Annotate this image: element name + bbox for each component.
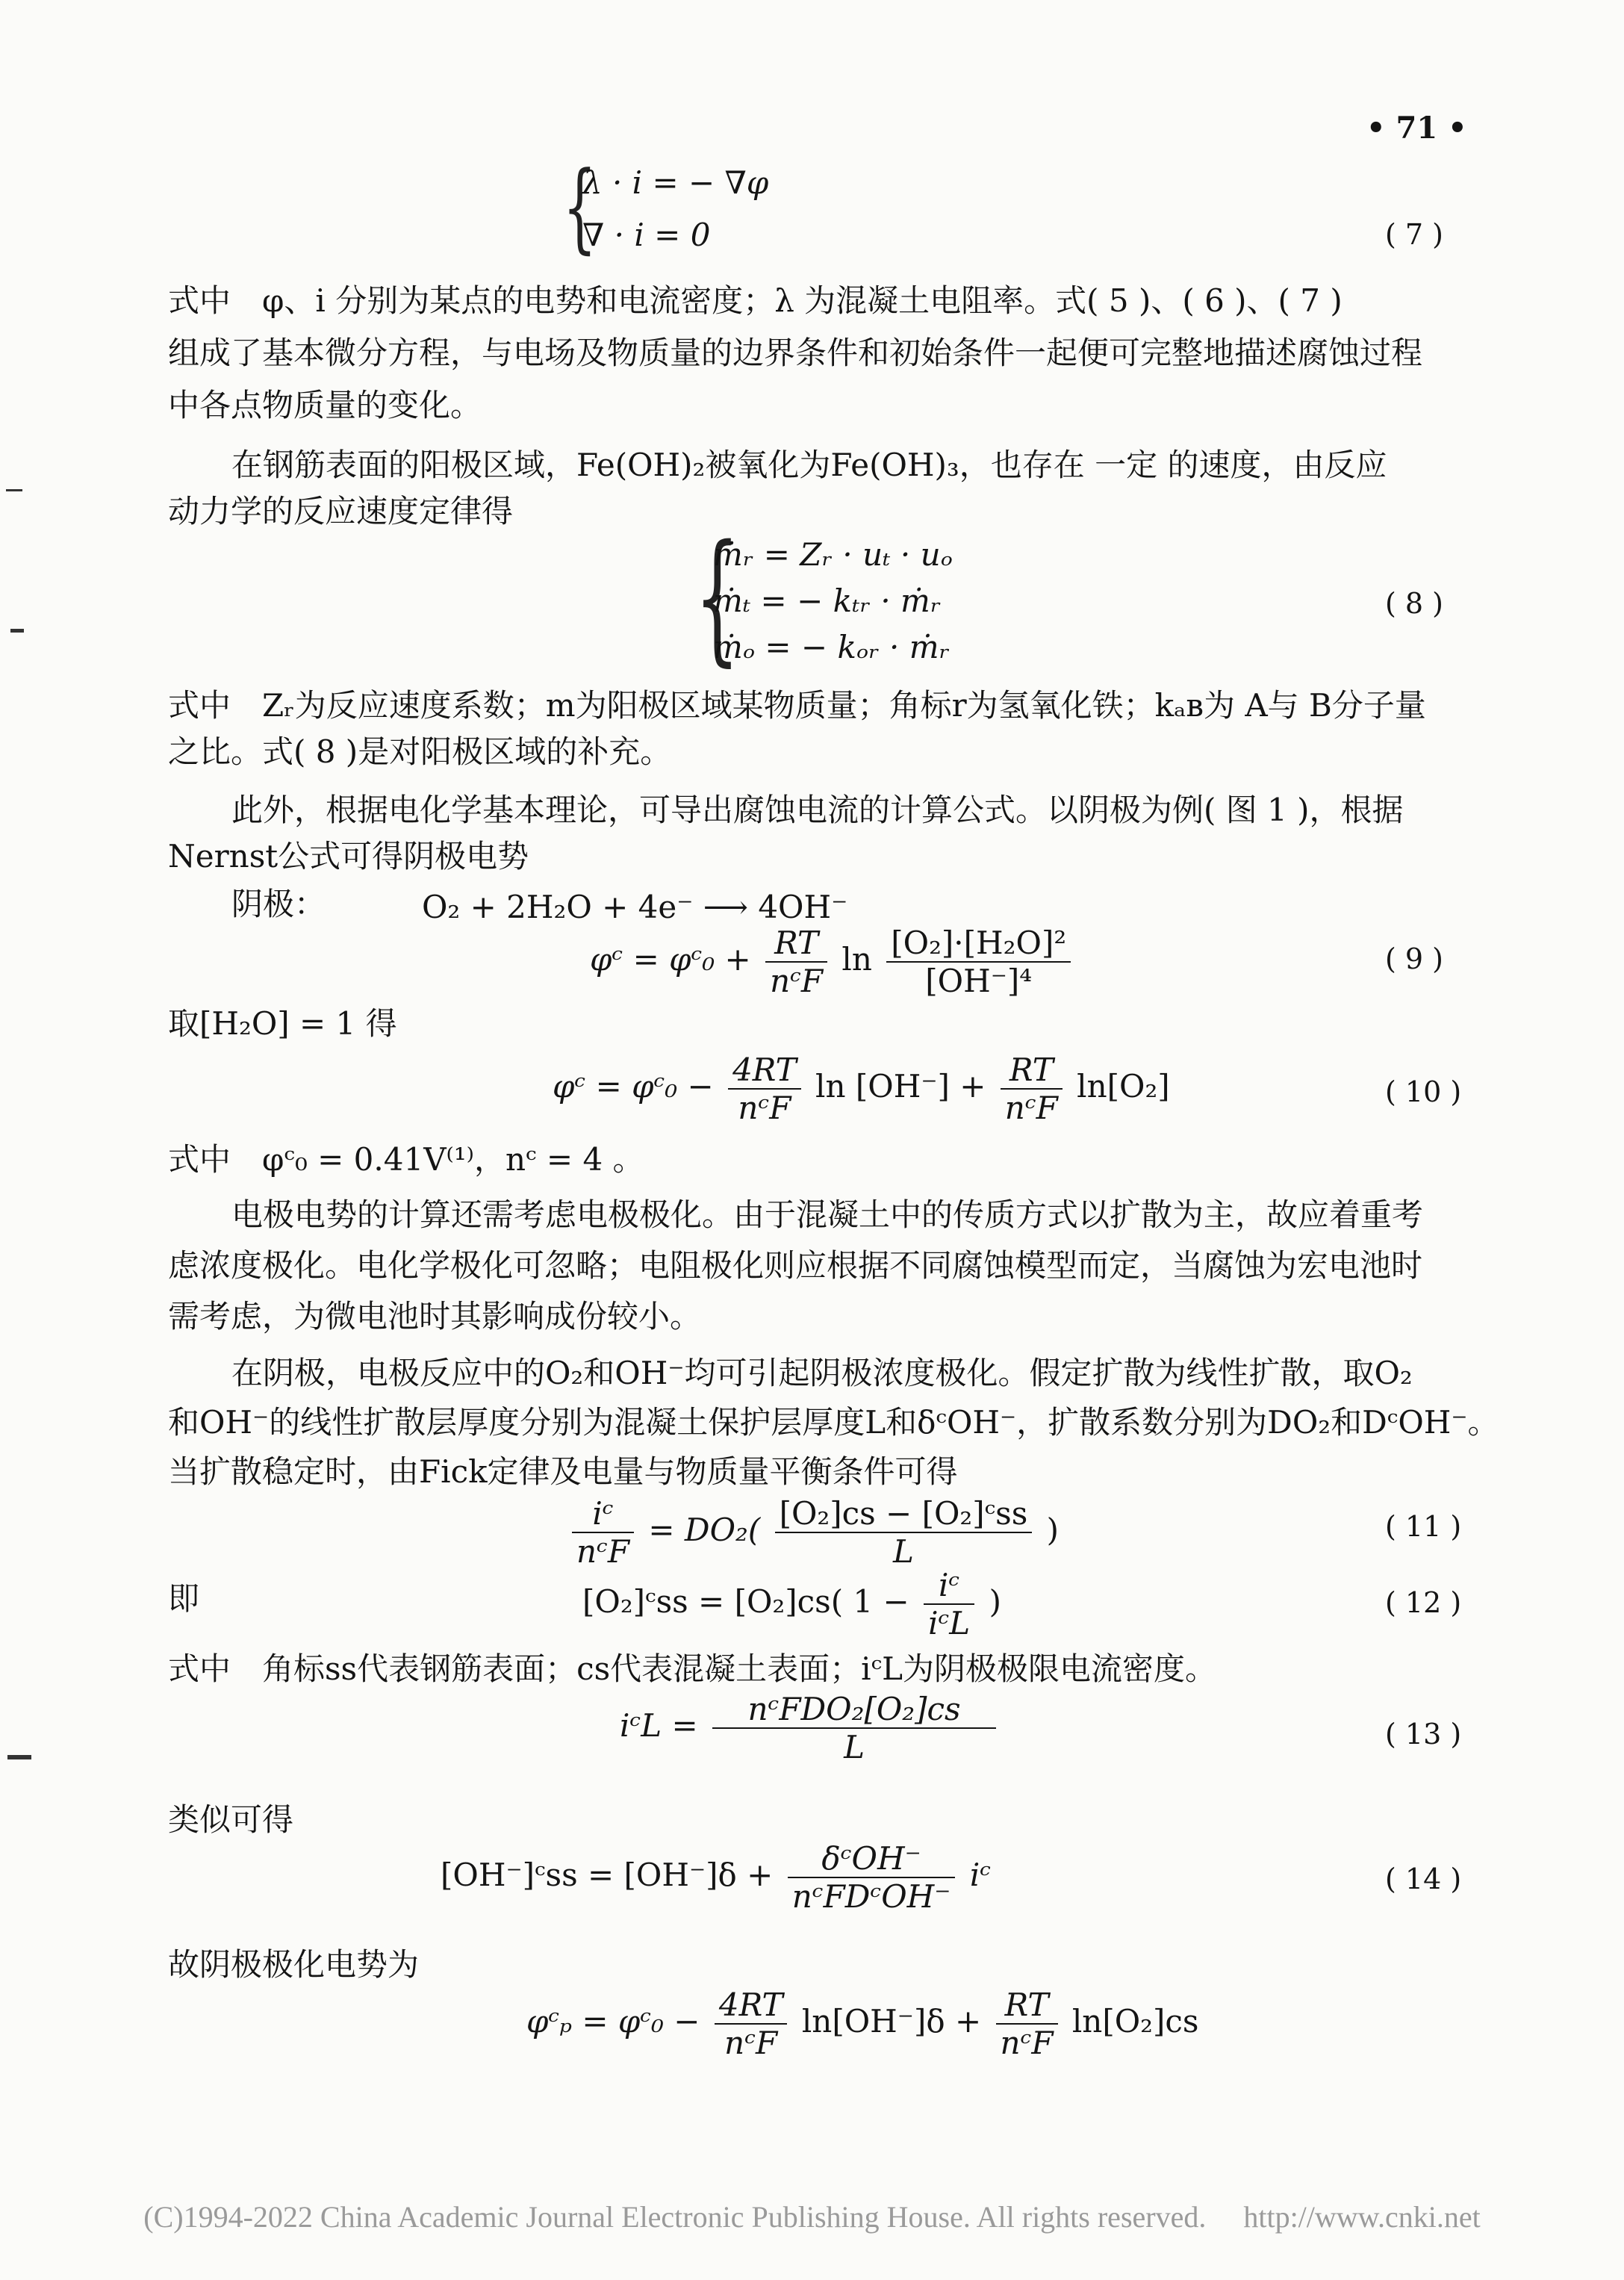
equation-13 <box>620 1691 1001 1765</box>
take-h2o-line: 取[H₂O] = 1 得 <box>168 1005 397 1042</box>
equation-9-lhs: φᶜ = φᶜ₀ + <box>590 941 751 978</box>
equation-9-number: ( 9 ) <box>1385 942 1443 975</box>
equation-9-f2-num: [O₂]·[H₂O]² <box>891 925 1067 961</box>
equation-12 <box>582 1567 1001 1641</box>
equation-15-tail: ln[O₂]cs <box>1071 2003 1199 2040</box>
equation-15-fraction-1 <box>715 1987 788 2061</box>
equation-11-f2-num: [O₂]cs − [O₂]ᶜss <box>779 1495 1028 1532</box>
paragraph-7-line3: 当扩散稳定时，由Fick定律及电量与物质量平衡条件可得 <box>168 1453 958 1490</box>
equation-11 <box>567 1495 1059 1570</box>
equation-9-fraction-2 <box>886 925 1071 999</box>
equation-brace: { <box>694 515 740 680</box>
equation-11-mid: = DO₂( <box>648 1512 761 1548</box>
scan-artifact-mark <box>7 1755 31 1759</box>
equation-9 <box>590 925 1075 999</box>
equation-14-fraction <box>788 1840 956 1915</box>
equation-12-den: iᶜL <box>924 1603 974 1641</box>
equation-14-den: nᶜFDᶜOH⁻ <box>788 1877 956 1915</box>
cathode-label: 阴极： <box>231 886 326 922</box>
copyright-text: (C)1994-2022 China Academic Journal Electronic Publishing House. All rights reserved. <box>143 2200 1207 2234</box>
equation-13-lhs: iᶜL = <box>620 1707 698 1744</box>
footer-url[interactable]: http://www.cnki.net <box>1243 2200 1481 2234</box>
equation-11-number: ( 11 ) <box>1385 1510 1462 1543</box>
equation-14 <box>441 1840 991 1915</box>
equation-14-num: δᶜOH⁻ <box>821 1840 921 1877</box>
equation-10-fraction-1 <box>728 1052 801 1126</box>
equation-10-fraction-2 <box>1001 1052 1063 1126</box>
equation-10-f2-num: RT <box>1009 1052 1054 1088</box>
equation-9-f1-den: nᶜF <box>765 961 827 999</box>
equation-15-f1-den: nᶜF <box>715 2023 788 2061</box>
equation-8-line3: ṁₒ = − kₒᵣ · ṁᵣ <box>713 629 951 665</box>
paragraph-8: 式中 角标ss代表钢筋表面；cs代表混凝土表面；iᶜL为阴极极限电流密度。 <box>168 1650 1217 1687</box>
equation-7-line2: ∇ · i = 0 <box>582 217 711 253</box>
equation-7-number: ( 7 ) <box>1385 218 1443 251</box>
paragraph-2-line2: 动力学的反应速度定律得 <box>168 493 514 529</box>
paragraph-1-line1: 式中 φ、i 分别为某点的电势和电流密度；λ 为混凝土电阻率。式( 5 )、( 6 )、( 7 ) <box>168 282 1343 319</box>
equation-11-f1-num: iᶜ <box>592 1495 614 1532</box>
equation-11-fraction-2 <box>775 1495 1033 1570</box>
equation-14-tail: iᶜ <box>969 1857 992 1893</box>
paragraph-6-line1: 电极电势的计算还需考虑电极极化。由于混凝土中的传质方式以扩散为主，故应着重考 <box>231 1196 1424 1233</box>
equation-11-f1-den: nᶜF <box>572 1532 634 1570</box>
equation-9-f2-den: [OH⁻]⁴ <box>886 961 1071 999</box>
equation-13-num: nᶜFDO₂[O₂]cs <box>747 1691 961 1727</box>
equation-15 <box>526 1987 1198 2061</box>
equation-12-lhs: [O₂]ᶜss = [O₂]cs( 1 − <box>582 1583 909 1620</box>
paragraph-3-line2: 之比。式( 8 )是对阳极区域的补充。 <box>168 733 672 770</box>
ji-label: 即 <box>168 1580 200 1617</box>
equation-11-f2-den: L <box>775 1532 1033 1570</box>
scan-artifact-mark <box>6 489 22 491</box>
equation-14-number: ( 14 ) <box>1385 1863 1462 1895</box>
equation-10-f1-num: 4RT <box>732 1052 797 1088</box>
paragraph-4-line1: 此外，根据电化学基本理论，可导出腐蚀电流的计算公式。以阴极为例( 图 1 )，根据 <box>231 792 1404 828</box>
equation-10-f2-den: nᶜF <box>1001 1088 1063 1126</box>
paragraph-4-line2: Nernst公式可得阴极电势 <box>168 838 529 875</box>
equation-9-ln: ln <box>841 941 872 978</box>
page-number: • 71 • <box>1366 111 1467 146</box>
equation-10-f1-den: nᶜF <box>728 1088 801 1126</box>
equation-10-mid: ln [OH⁻] + <box>815 1068 986 1105</box>
equation-13-fraction <box>712 1691 996 1765</box>
equation-10-tail: ln[O₂] <box>1077 1068 1170 1105</box>
equation-8-number: ( 8 ) <box>1385 587 1443 620</box>
paragraph-6-line3: 需考虑，为微电池时其影响成份较小。 <box>168 1298 702 1335</box>
equation-8-line1: ṁᵣ = Zᵣ · uₜ · uₒ <box>713 536 953 573</box>
equation-13-den: L <box>712 1727 996 1765</box>
paragraph-2-line1: 在钢筋表面的阳极区域，Fe(OH)₂被氧化为Fe(OH)₃，也存在 一定 的速度，由反应 <box>231 447 1387 483</box>
paragraph-7-line1: 在阴极，电极反应中的O₂和OH⁻均可引起阴极浓度极化。假定扩散为线性扩散，取O₂ <box>231 1355 1413 1391</box>
equation-11-tail: ) <box>1046 1512 1060 1548</box>
equation-12-fraction <box>924 1567 974 1641</box>
equation-11-fraction-1 <box>572 1495 634 1570</box>
equation-14-lhs: [OH⁻]ᶜss = [OH⁻]δ + <box>441 1857 774 1893</box>
therefore-label: 故阴极极化电势为 <box>168 1946 420 1983</box>
copyright-footer <box>0 2199 1624 2234</box>
equation-15-f2-den: nᶜF <box>996 2023 1058 2061</box>
equation-15-f1-num: 4RT <box>718 1987 783 2023</box>
equation-10-number: ( 10 ) <box>1385 1075 1462 1108</box>
similar-label: 类似可得 <box>168 1801 294 1838</box>
cathode-reaction: O₂ + 2H₂O + 4e⁻ ⟶ 4OH⁻ <box>422 889 848 925</box>
paragraph-3-line1: 式中 Zᵣ为反应速度系数；m为阳极区域某物质量；角标r为氢氧化铁；kₐʙ为 A与 B分子量 <box>168 687 1426 724</box>
equation-brace: { <box>562 150 597 264</box>
paragraph-5: 式中 φᶜ₀ = 0.41V⁽¹⁾，nᶜ = 4 。 <box>168 1141 644 1178</box>
equation-7-line1: λ · i = − ∇φ <box>582 164 769 201</box>
equation-10-lhs: φᶜ = φᶜ₀ − <box>553 1068 714 1105</box>
equation-13-number: ( 13 ) <box>1385 1718 1462 1751</box>
equation-12-number: ( 12 ) <box>1385 1586 1462 1619</box>
scan-artifact-mark <box>10 629 24 633</box>
equation-15-f2-num: RT <box>1004 1987 1049 2023</box>
equation-8-line2: ṁₜ = − kₜᵣ · ṁᵣ <box>713 583 942 619</box>
equation-10 <box>553 1052 1170 1126</box>
equation-15-fraction-2 <box>996 1987 1058 2061</box>
equation-15-lhs: φᶜₚ = φᶜ₀ − <box>526 2003 700 2040</box>
equation-9-fraction-1 <box>765 925 827 999</box>
equation-9-f1-num: RT <box>774 925 819 961</box>
paragraph-7-line2: 和OH⁻的线性扩散层厚度分别为混凝土保护层厚度L和δᶜOH⁻，扩散系数分别为DO₂和DᶜOH⁻。 <box>168 1404 1499 1441</box>
equation-15-mid: ln[OH⁻]δ + <box>801 2003 982 2040</box>
equation-12-num: iᶜ <box>939 1567 960 1603</box>
paragraph-1-line2: 组成了基本微分方程，与电场及物质量的边界条件和初始条件一起便可完整地描述腐蚀过程 <box>168 335 1423 371</box>
paragraph-1-line3: 中各点物质量的变化。 <box>168 387 482 423</box>
paragraph-6-line2: 虑浓度极化。电化学极化可忽略；电阻极化则应根据不同腐蚀模型而定，当腐蚀为宏电池时 <box>168 1247 1423 1284</box>
equation-12-tail: ) <box>989 1583 1001 1620</box>
